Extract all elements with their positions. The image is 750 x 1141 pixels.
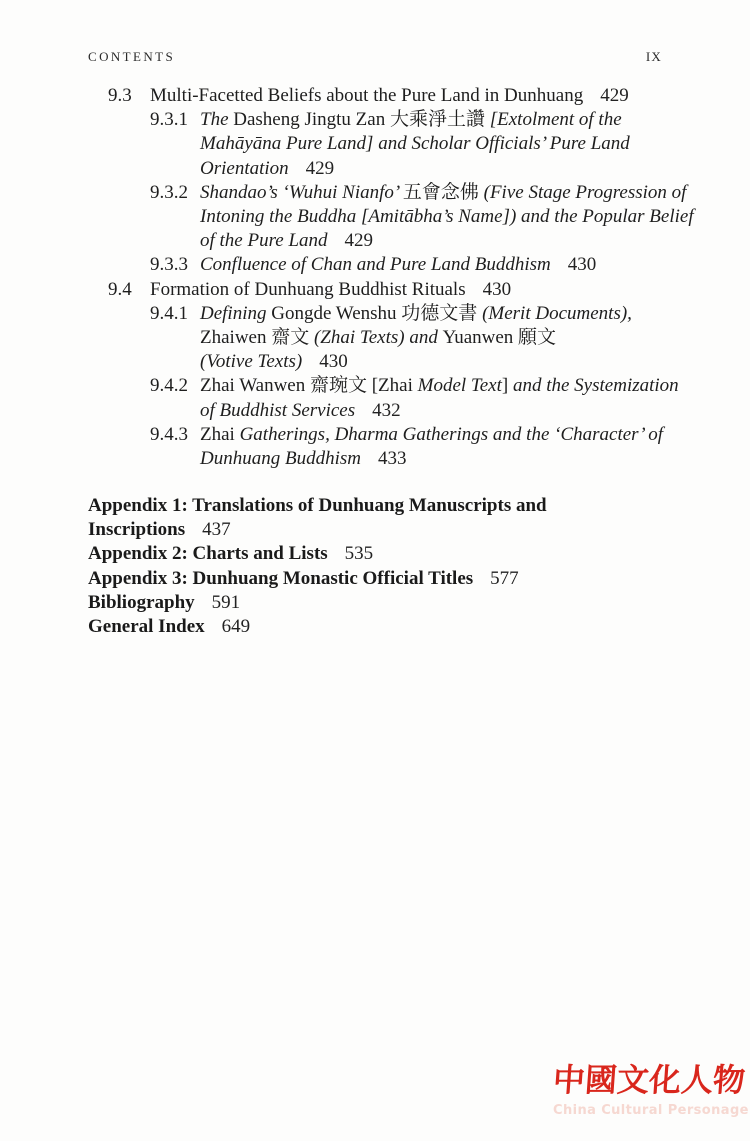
toc-title-line (200, 132, 736, 156)
toc-page-ref: 429 (305, 157, 335, 179)
backmatter-title-segment: Appendix 3: Dunhuang Monastic Official Titles (88, 567, 474, 589)
toc-title-line (200, 447, 736, 471)
title-segment: Dasheng Jingtu Zan 大乘淨土讚 (233, 109, 490, 131)
title-segment: (Zhai Texts) and (313, 327, 443, 349)
backmatter-page-ref: 591 (211, 591, 241, 613)
title-segment: ] (501, 375, 513, 397)
backmatter-title-line (88, 591, 736, 615)
toc-entry-number: 9.3.1 (150, 109, 188, 131)
toc-title-line (150, 84, 736, 108)
toc-page-ref: 429 (600, 85, 629, 106)
toc-title-line (200, 374, 736, 398)
backmatter-title-line (88, 615, 736, 639)
backmatter-page-ref: 649 (221, 616, 251, 638)
toc-title-line (200, 205, 736, 229)
title-segment: Orientation (200, 157, 289, 179)
title-segment: Dunhuang Buddhism (200, 448, 361, 470)
toc-entry-number: 9.4.1 (150, 302, 188, 324)
watermark-title: 中國文化人物 (551, 1061, 747, 1099)
toc-entry-number: 9.3.2 (150, 181, 188, 203)
backmatter-entry (88, 494, 736, 542)
title-segment: Multi-Facetted Beliefs about the Pure Land in Dunhuang (150, 85, 584, 106)
title-segment: Model Text (417, 375, 502, 397)
title-segment: of the Pure Land (200, 230, 328, 252)
toc-entry (150, 253, 736, 277)
backmatter-title-line (88, 494, 736, 518)
toc-entry-number: 9.3 (108, 85, 132, 106)
toc-title-line (150, 278, 736, 302)
title-segment: Formation of Dunhuang Buddhist Rituals (150, 278, 466, 300)
toc-page-ref: 433 (377, 448, 407, 470)
backmatter-title-line (88, 518, 736, 542)
backmatter-title-segment: Bibliography (88, 591, 195, 613)
toc-entry-title (200, 302, 736, 375)
toc-title-line (200, 326, 736, 350)
title-segment: Intoning the Buddha [Amitābha’s Name]) and the Popular Belief (200, 206, 694, 228)
toc-entry (108, 278, 736, 302)
toc-entry-number: 9.4.3 (150, 423, 188, 445)
running-header-title: CONTENTS (88, 49, 176, 64)
backmatter-entry (88, 542, 736, 566)
title-segment: of Buddhist Services (200, 399, 356, 421)
toc-entry-title (200, 374, 736, 422)
title-segment: Confluence of Chan and Pure Land Buddhism (200, 254, 551, 276)
title-segment: Shandao’s ‘Wuhui Nianfo’ (200, 181, 403, 203)
backmatter-title-segment: Appendix 2: Charts and Lists (88, 543, 328, 565)
toc-entry-number: 9.4.2 (150, 375, 188, 397)
title-segment: and the Systemization (512, 375, 679, 397)
toc-entry (150, 181, 736, 254)
backmatter-title-segment: Appendix 1: Translations of Dunhuang Manuscripts and (88, 495, 547, 516)
title-segment: The (200, 109, 234, 131)
toc-title-line (200, 423, 736, 447)
toc-page-ref: 430 (482, 278, 512, 300)
watermark-subtitle: China Cultural Personage (553, 1103, 749, 1118)
toc-entry (150, 302, 736, 375)
title-segment: Mahāyāna Pure Land] and Scholar Officials’ Pure Land (200, 133, 630, 155)
toc-entry-title (200, 108, 736, 181)
toc-title-line (200, 302, 736, 326)
backmatter-entry (88, 615, 736, 639)
backmatter-entry (88, 567, 736, 591)
running-header (88, 49, 662, 65)
toc-title-line (200, 229, 736, 253)
toc-entry-title (150, 84, 736, 108)
toc-entry (108, 84, 736, 108)
backmatter-page-ref: 577 (490, 567, 519, 589)
toc-entry-number: 9.4 (108, 278, 132, 300)
title-segment: Gatherings, Dharma Gatherings and the ‘Character’ of (239, 423, 664, 445)
toc-page-ref: 430 (567, 254, 597, 276)
title-segment: 五會念佛 (402, 181, 484, 203)
toc-entry (150, 374, 736, 422)
toc-page-ref: 429 (344, 230, 374, 252)
toc-title-line (200, 108, 736, 132)
toc-page-ref: 432 (372, 399, 401, 421)
backmatter-page-ref: 535 (344, 543, 374, 565)
toc-entry-number: 9.3.3 (150, 254, 188, 276)
toc-entry (150, 423, 736, 471)
toc-entry (150, 108, 736, 181)
toc-title-line (200, 399, 736, 423)
toc-page-ref: 430 (319, 351, 348, 373)
backmatter-entry (88, 591, 736, 615)
backmatter-title-segment: General Index (88, 616, 205, 638)
toc-entry-title (200, 181, 736, 254)
toc-entry-title (150, 278, 736, 302)
backmatter-title-line (88, 567, 736, 591)
backmatter-title-line (88, 542, 736, 566)
folio-page-number: IX (645, 49, 662, 64)
title-segment: (Five Stage Progression of (483, 181, 687, 203)
toc-list (88, 84, 736, 471)
watermark (553, 1058, 750, 1118)
backmatter-list (88, 494, 736, 639)
title-segment: [Extolment of the (489, 109, 622, 131)
title-segment: Defining (200, 302, 272, 324)
toc-title-line (200, 157, 736, 181)
title-segment: Yuanwen 願文 (442, 327, 557, 349)
title-segment: Zhaiwen 齋文 (200, 327, 314, 349)
toc-entry-title (200, 423, 736, 471)
backmatter-page-ref: 437 (202, 519, 231, 541)
toc-entry-title (200, 253, 736, 277)
title-segment: (Votive Texts) (200, 351, 303, 373)
title-segment: Zhai Wanwen 齋琬文 [Zhai (200, 375, 418, 397)
toc-title-line (200, 350, 736, 374)
title-segment: (Merit Documents), (482, 302, 632, 324)
title-segment: Zhai (200, 423, 240, 445)
toc-title-line (200, 253, 736, 277)
toc-title-line (200, 181, 736, 205)
title-segment: Gongde Wenshu 功德文書 (271, 302, 483, 324)
backmatter-title-segment: Inscriptions (88, 519, 186, 541)
